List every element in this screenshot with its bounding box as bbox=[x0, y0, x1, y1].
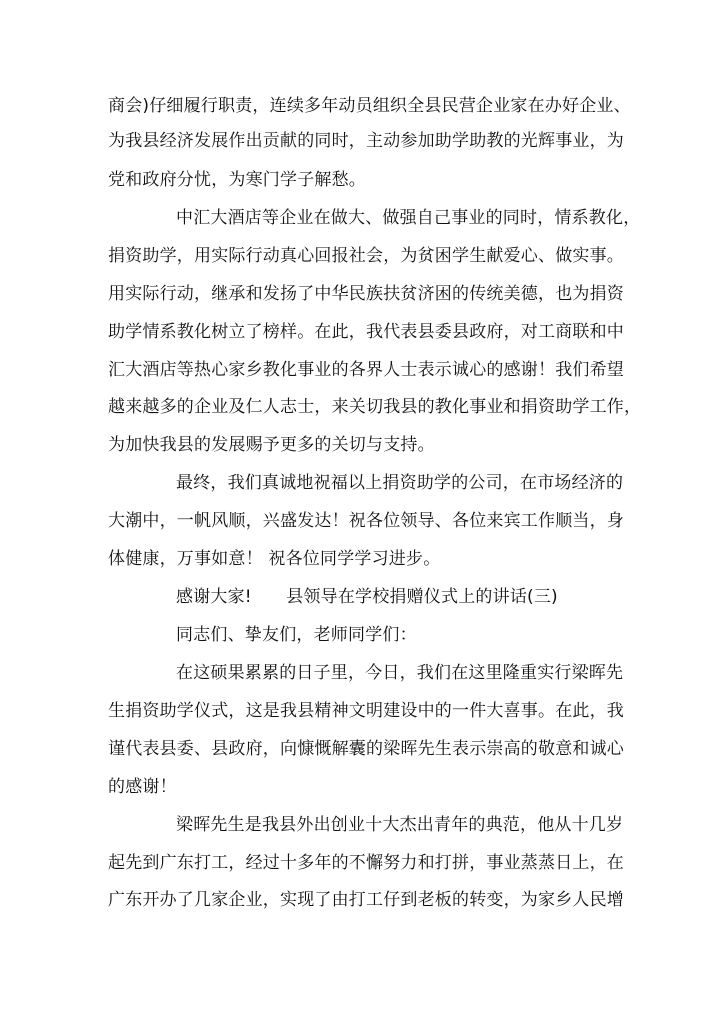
text-line: 大潮中，一帆风顺，兴盛发达！祝各位领导、各位来宾工作顺当，身 bbox=[108, 511, 624, 531]
text-line: 谨代表县委、县政府，向慷慨解囊的梁晖先生表示崇高的敬意和诚心 bbox=[108, 739, 624, 759]
text-line: 捐资助学，用实际行动真心回报社会，为贫困学生献爱心、做实事。 bbox=[108, 246, 624, 266]
text-line: 为我县经济发展作出贡献的同时，主动参加助学助教的光辉事业，为 bbox=[108, 131, 624, 151]
section-heading-line: 感谢大家! 县领导在学校捐赠仪式上的讲话(三) bbox=[176, 587, 558, 607]
paragraph-start-line: 梁晖先生是我县外出创业十大杰出青年的典范，他从十几岁 bbox=[176, 815, 624, 835]
text-line: 党和政府分忧，为寒门学子解愁。 bbox=[108, 170, 366, 190]
text-line: 越来越多的企业及仁人志士，来关切我县的教化事业和捐资助学工作， bbox=[108, 397, 642, 417]
salutation-line: 同志们、挚友们，老师同学们： bbox=[176, 625, 417, 645]
text-line: 起先到广东打工，经过十多年的不懈努力和打拼，事业蒸蒸日上，在 bbox=[108, 853, 624, 873]
text-line: 的感谢！ bbox=[108, 777, 177, 797]
paragraph-start-line: 最终，我们真诚地祝福以上捐资助学的公司，在市场经济的 bbox=[176, 473, 624, 493]
text-line: 助学情系教化树立了榜样。在此，我代表县委县政府，对工商联和中 bbox=[108, 322, 624, 342]
text-line: 广东开办了几家企业，实现了由打工仔到老板的转变，为家乡人民增 bbox=[108, 890, 624, 910]
text-line: 体健康，万事如意！ 祝各位同学学习进步。 bbox=[108, 549, 441, 569]
paragraph-start-line: 中汇大酒店等企业在做大、做强自己事业的同时，情系教化， bbox=[176, 208, 641, 228]
text-line: 为加快我县的发展赐予更多的关切与支持。 bbox=[108, 435, 435, 455]
text-line: 汇大酒店等热心家乡教化事业的各界人士表示诚心的感谢！我们希望 bbox=[108, 360, 624, 380]
text-line: 用实际行动，继承和发扬了中华民族扶贫济困的传统美德，也为捐资 bbox=[108, 284, 624, 304]
text-line: 生捐资助学仪式，这是我县精神文明建设中的一件大喜事。在此，我 bbox=[108, 701, 624, 721]
paragraph-start-line: 在这硕果累累的日子里，今日，我们在这里隆重实行梁晖先 bbox=[176, 663, 624, 683]
text-line: 商会)仔细履行职责，连续多年动员组织全县民营企业家在办好企业、 bbox=[108, 96, 631, 116]
